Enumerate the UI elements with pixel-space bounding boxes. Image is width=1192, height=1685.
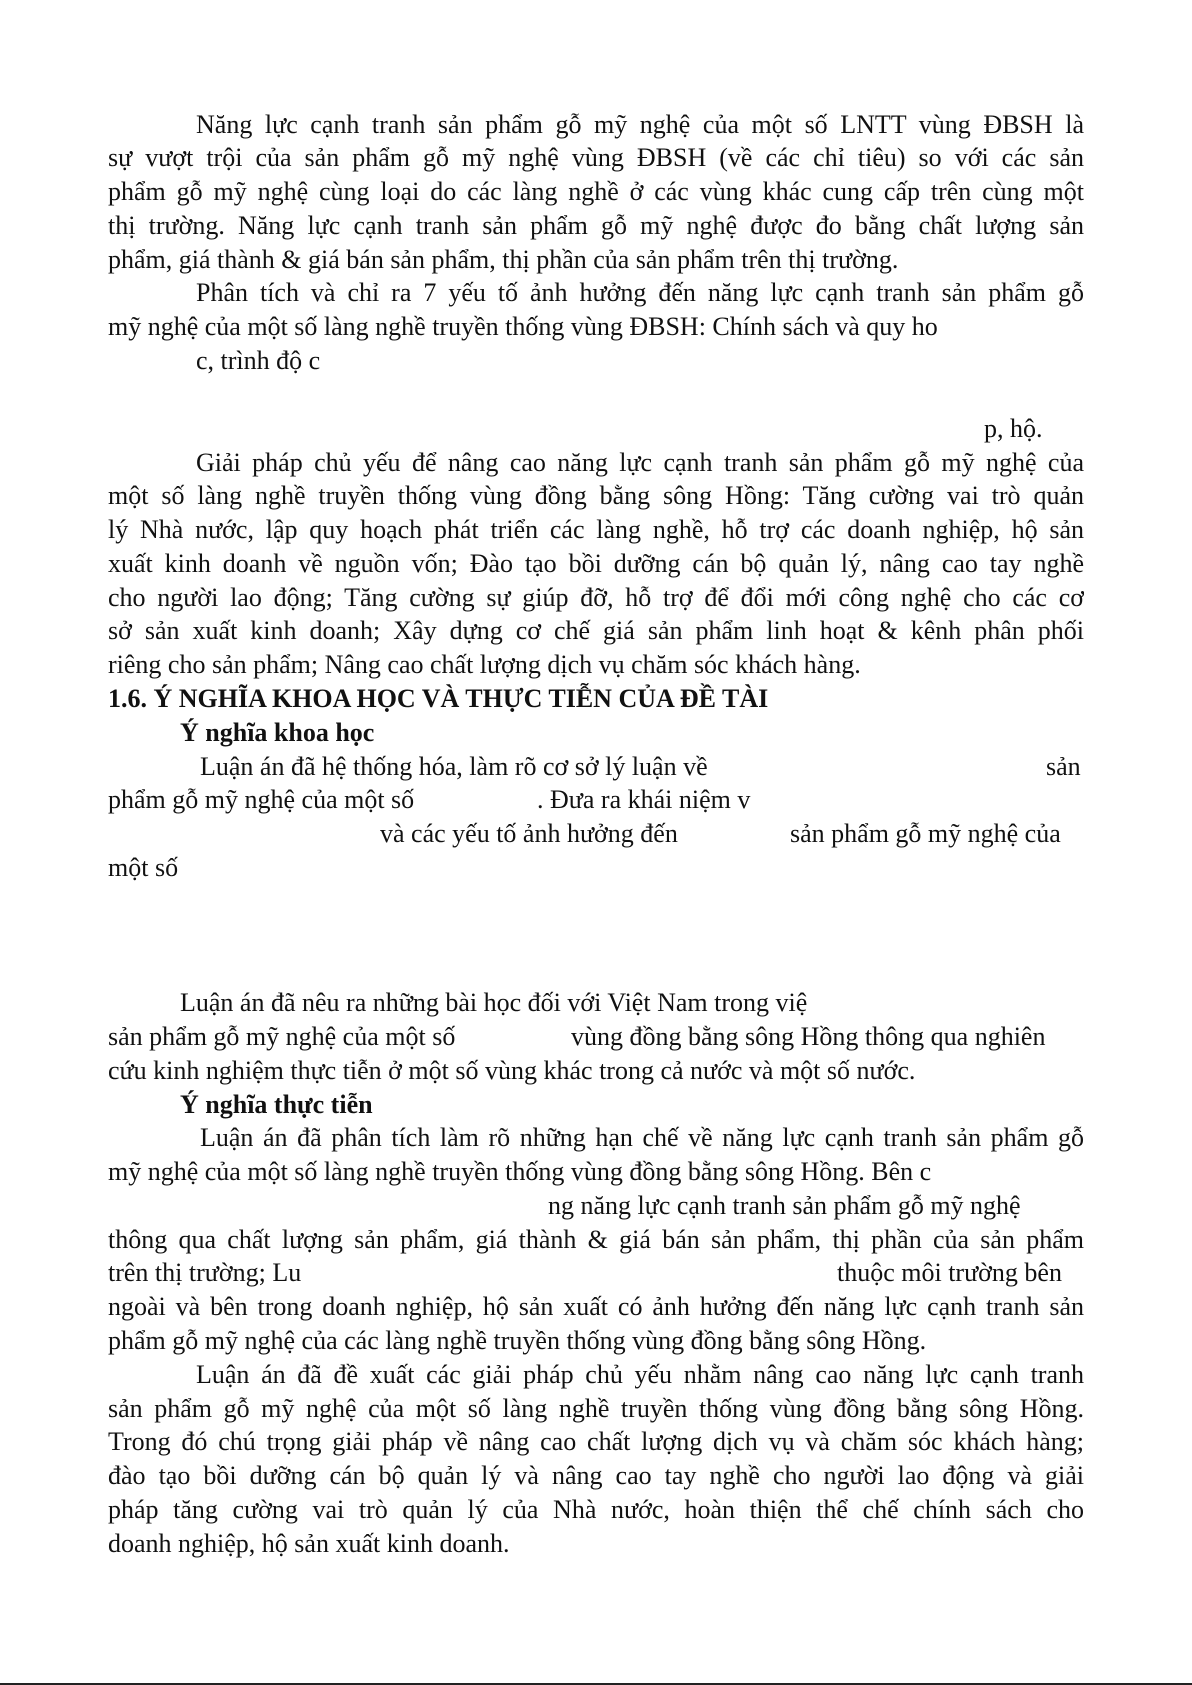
paragraph-fragment: một số [108,853,179,882]
paragraph-line: đào tạo bồi dưỡng cán bộ quản lý và nâng cao tay nghề cho người lao động và giải [108,1461,1084,1490]
paragraph-line: pháp tăng cường vai trò quản lý của Nhà nước, hoàn thiện thể chế chính sách cho [108,1495,1084,1524]
paragraph-line: doanh nghiệp, hộ sản xuất kinh doanh. [108,1529,510,1558]
paragraph-line: lý Nhà nước, lập quy hoạch phát triển các làng nghề, hỗ trợ các doanh nghiệp, hộ sản [108,515,1084,544]
subsection-heading: Ý nghĩa khoa học [180,718,375,747]
paragraph-line: thị trường. Năng lực cạnh tranh sản phẩm gỗ mỹ nghệ được đo bằng chất lượng sản [108,211,1084,240]
paragraph-fragment: sản [1046,752,1081,781]
section-heading: 1.6. Ý NGHĨA KHOA HỌC VÀ THỰC TIỄN CỦA ĐỀ TÀI [108,684,769,713]
paragraph-fragment: trên thị trường; Lu [108,1258,302,1287]
paragraph-line: sự vượt trội của sản phẩm gỗ mỹ nghệ vùng ĐBSH (về các chỉ tiêu) so với các sản [108,143,1084,172]
paragraph-line: mỹ nghệ của một số làng nghề truyền thống vùng đồng bằng sông Hồng. Bên c [108,1157,932,1186]
paragraph-line: một số làng nghề truyền thống vùng đồng bằng sông Hồng: Tăng cường vai trò quản [108,481,1084,510]
paragraph-line: thông qua chất lượng sản phẩm, giá thành & giá bán sản phẩm, thị phần của sản phẩm [108,1225,1084,1254]
paragraph-fragment: thuộc môi trường bên [837,1258,1062,1287]
paragraph-line: Trong đó chú trọng giải pháp về nâng cao chất lượng dịch vụ và chăm sóc khách hàng; [108,1427,1084,1456]
paragraph-line: sản phẩm gỗ mỹ nghệ của một số làng nghề truyền thống vùng đồng bằng sông Hồng. [108,1394,1084,1423]
paragraph-fragment: . Đưa ra khái niệm v [537,785,751,814]
paragraph-line: ngoài và bên trong doanh nghiệp, hộ sản xuất có ảnh hưởng đến năng lực cạnh tranh sản [108,1292,1084,1321]
paragraph-fragment: Luận án đã nêu ra những bài học đối với Việt Nam trong việ [180,988,808,1017]
paragraph-line: cứu kinh nghiệm thực tiễn ở một số vùng khác trong cả nước và một số nước. [108,1056,916,1085]
paragraph-fragment: và các yếu tố ảnh hưởng đến [380,819,678,848]
paragraph-line: phẩm gỗ mỹ nghệ của các làng nghề truyền thống vùng đồng bằng sông Hồng. [108,1326,927,1355]
subsection-heading: Ý nghĩa thực tiễn [180,1090,373,1119]
paragraph-fragment: vùng đồng bằng sông Hồng thông qua nghiên [571,1022,1046,1051]
paragraph-fragment: p, hộ. [984,414,1043,443]
paragraph-line: Năng lực cạnh tranh sản phẩm gỗ mỹ nghệ của một số LNTT vùng ĐBSH là [196,110,1084,139]
paragraph-line: xuất kinh doanh về nguồn vốn; Đào tạo bồi dưỡng cán bộ quản lý, nâng cao tay nghề [108,549,1084,578]
paragraph-line: mỹ nghệ của một số làng nghề truyền thống vùng ĐBSH: Chính sách và quy ho [108,312,938,341]
paragraph-fragment: ng năng lực cạnh tranh sản phẩm gỗ mỹ nghệ [548,1191,1021,1220]
paragraph-fragment: sản phẩm gỗ mỹ nghệ của [790,819,1061,848]
paragraph-line: sở sản xuất kinh doanh; Xây dựng cơ chế giá sản phẩm linh hoạt & kênh phân phối [108,616,1084,645]
paragraph-line: phẩm gỗ mỹ nghệ cùng loại do các làng nghề ở các vùng khác cung cấp trên cùng một [108,177,1084,206]
paragraph-fragment: Luận án đã hệ thống hóa, làm rõ cơ sở lý luận về [200,752,708,781]
paragraph-fragment: phẩm gỗ mỹ nghệ của một số [108,785,415,814]
paragraph-fragment: sản phẩm gỗ mỹ nghệ của một số [108,1022,456,1051]
paragraph-line: Phân tích và chỉ ra 7 yếu tố ảnh hưởng đến năng lực cạnh tranh sản phẩm gỗ [196,278,1084,307]
paragraph-line: phẩm, giá thành & giá bán sản phẩm, thị phần của sản phẩm trên thị trường. [108,245,899,274]
paragraph-line: c, trình độ c [196,346,321,375]
paragraph-line: Giải pháp chủ yếu để nâng cao năng lực cạnh tranh sản phẩm gỗ mỹ nghệ của [196,448,1084,477]
paragraph-line: riêng cho sản phẩm; Nâng cao chất lượng dịch vụ chăm sóc khách hàng. [108,650,861,679]
paragraph-line: cho người lao động; Tăng cường sự giúp đỡ, hỗ trợ để đổi mới công nghệ cho các cơ [108,583,1084,612]
paragraph-line: Luận án đã đề xuất các giải pháp chủ yếu nhằm nâng cao năng lực cạnh tranh [196,1360,1084,1389]
paragraph-line: Luận án đã phân tích làm rõ những hạn chế về năng lực cạnh tranh sản phẩm gỗ [200,1123,1084,1152]
